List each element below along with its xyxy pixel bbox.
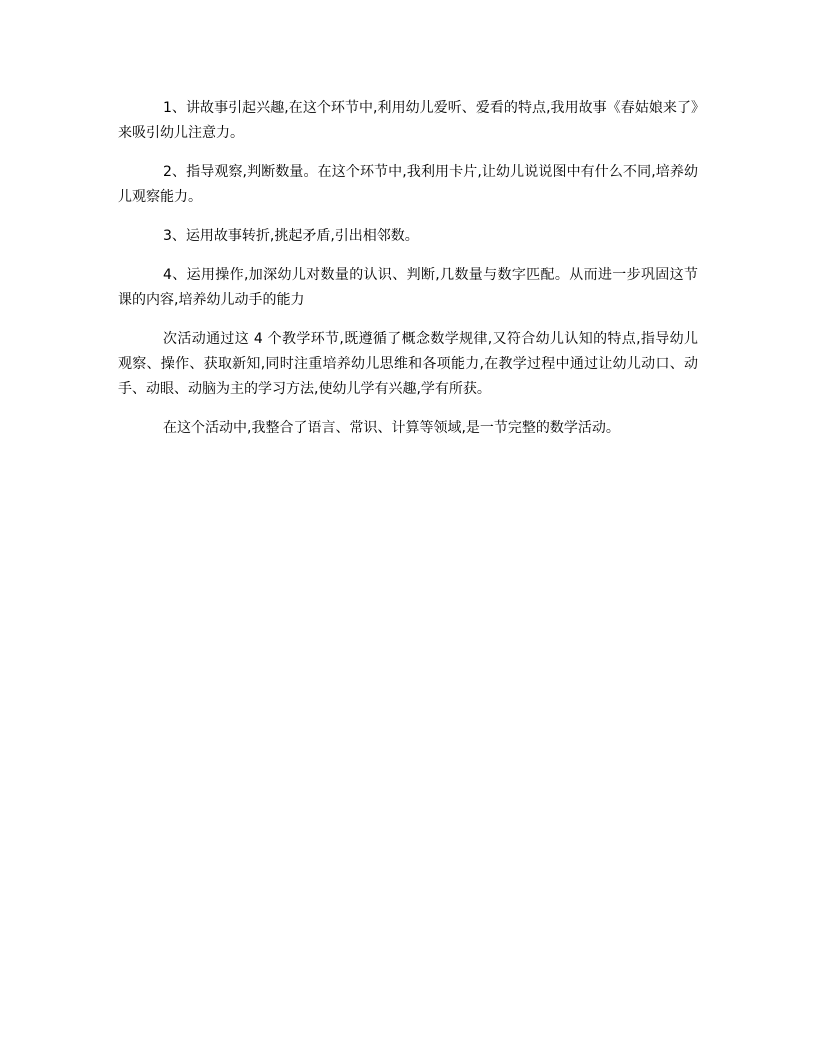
- paragraph-step-4: 4、运用操作,加深幼儿对数量的认识、判断,几数量与数字匹配。从而进一步巩固这节课的内容,培养幼儿动手的能力: [118, 267, 698, 308]
- paragraph-conclusion: 在这个活动中,我整合了语言、常识、计算等领域,是一节完整的数学活动。: [163, 420, 620, 436]
- paragraph-step-1: 1、讲故事引起兴趣,在这个环节中,利用幼儿爱听、爱看的特点,我用故事《春姑娘来了》来吸引幼儿注意力。: [118, 100, 698, 141]
- paragraph-step-2: 2、指导观察,判断数量。在这个环节中,我利用卡片,让幼儿说说图中有什么不同,培养幼儿观察能力。: [118, 164, 698, 205]
- paragraph-step-3: 3、运用故事转折,挑起矛盾,引出相邻数。: [163, 228, 419, 244]
- document-body: [118, 96, 698, 455]
- paragraph-summary: 次活动通过这 4 个教学环节,既遵循了概念数学规律,又符合幼儿认知的特点,指导幼儿观察、操作、获取新知,同时注重培养幼儿思维和各项能力,在教学过程中通过让幼儿动口、动手、动眼、动脑为主的学习方法,使幼儿学有兴趣,学有所获。: [118, 331, 698, 397]
